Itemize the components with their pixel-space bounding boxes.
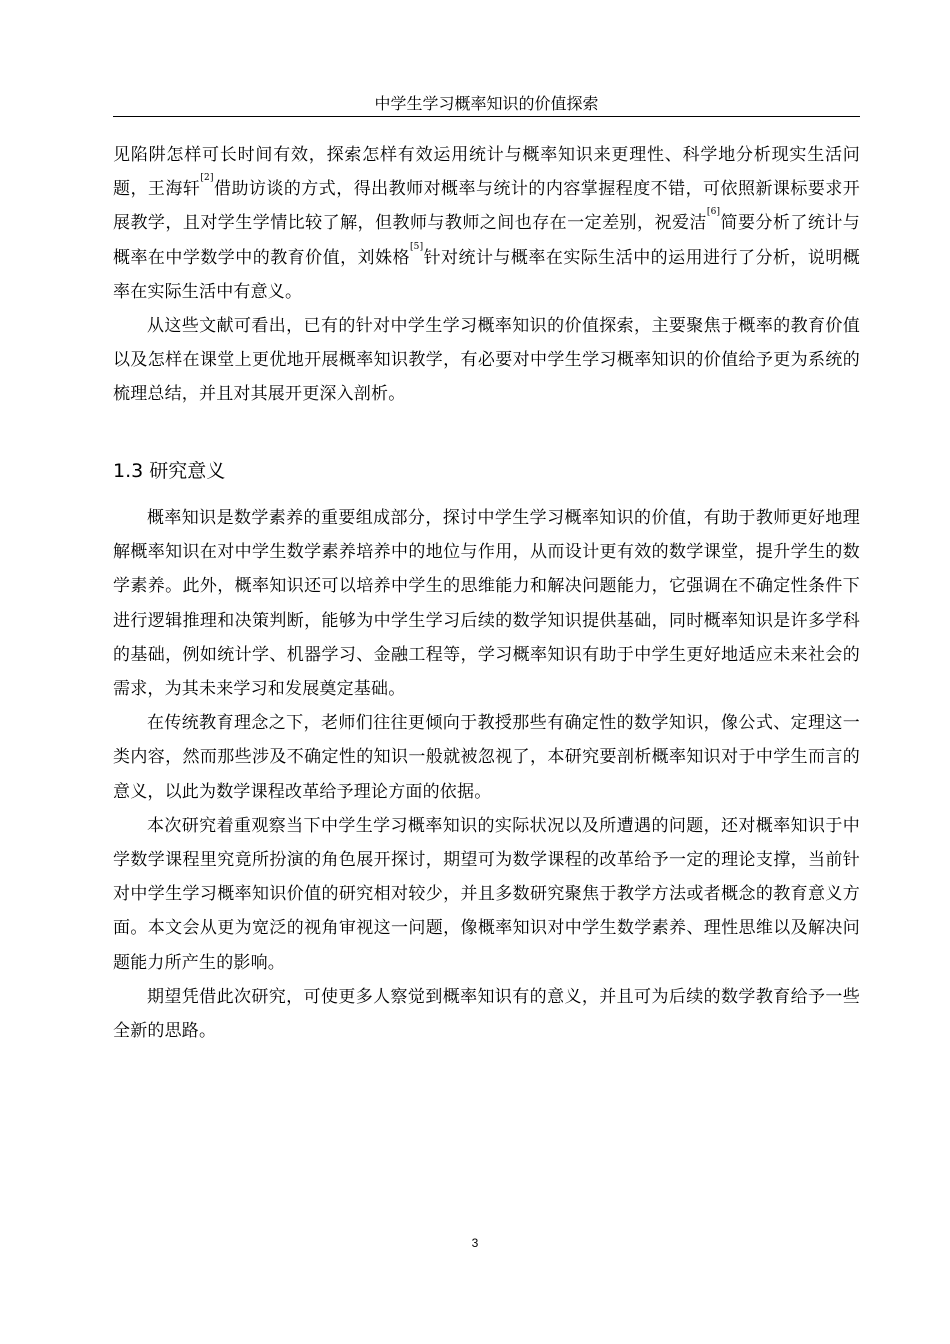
text-segment: 借助访谈的方式，得出教师对概率与统计的内容掌握程度不错，可依照新课标要求开展教学，且对学生学情比较了解，但教师与教师之间也存在一定差别，祝爱洁	[113, 179, 860, 234]
body-text-section	[113, 501, 860, 1048]
paragraph-literature-summary: 从这些文献可看出，已有的针对中学生学习概率知识的价值探索，主要聚焦于概率的教育价值以及怎样在课堂上更优地开展概率知识教学，有必要对中学生学习概率知识的价值给予更为系统的梳理总结，并且对其展开更深入剖析。	[113, 316, 860, 405]
citation-ref: [6]	[706, 207, 721, 218]
text-segment: 简要分析了统计与概率在中学数学中的教育价值，刘姝格	[113, 213, 860, 268]
paragraph: 本次研究着重观察当下中学生学习概率知识的实际状况以及所遭遇的问题，还对概率知识于中学数学课程里究竟所扮演的角色展开探讨，期望可为数学课程的改革给予一定的理论支撑，当前针对中学生学习概率知识价值的研究相对较少，并且多数研究聚焦于教学方法或者概念的教育意义方面。本文会从更为宽泛的视角审视这一问题，像概率知识对中学生数学素养、理性思维以及解决问题能力所产生的影响。	[113, 815, 860, 973]
body-text-top	[113, 138, 860, 412]
paragraph: 期望凭借此次研究，可使更多人察觉到概率知识有的意义，并且可为后续的数学教育给予一些全新的思路。	[113, 986, 860, 1042]
citation-ref: [5]	[409, 241, 424, 252]
paragraph: 概率知识是数学素养的重要组成部分，探讨中学生学习概率知识的价值，有助于教师更好地理解概率知识在对中学生数学素养培养中的地位与作用，从而设计更有效的数学课堂，提升学生的数学素养。此外，概率知识还可以培养中学生的思维能力和解决问题能力，它强调在不确定性条件下进行逻辑推理和决策判断，能够为中学生学习后续的数学知识提供基础，同时概率知识是许多学科的基础，例如统计学、机器学习、金融工程等，学习概率知识有助于中学生更好地适应未来社会的需求，为其未来学习和发展奠定基础。	[113, 508, 860, 700]
paragraph-literature-continued	[113, 138, 860, 309]
running-header: 中学生学习概率知识的价值探索	[113, 92, 860, 117]
text-segment: 见陷阱怎样可长时间有效，探索怎样有效运用统计与概率知识来更理性、科学地分析现实生活问题，王海轩	[113, 145, 860, 200]
section-heading-wrapper	[113, 455, 225, 487]
page-number: 3	[471, 1236, 479, 1250]
section-heading: 1.3 研究意义	[113, 460, 226, 482]
text-segment: 针对统计与概率在实际生活中的运用进行了分析，说明概率在实际生活中有意义。	[113, 247, 860, 302]
citation-ref: [2]	[200, 173, 214, 184]
paragraph: 在传统教育理念之下，老师们往往更倾向于教授那些有确定性的数学知识，像公式、定理这一类内容，然而那些涉及不确定性的知识一般就被忽视了，本研究要剖析概率知识对于中学生而言的意义，以此为数学课程改革给予理论方面的依据。	[113, 713, 860, 802]
